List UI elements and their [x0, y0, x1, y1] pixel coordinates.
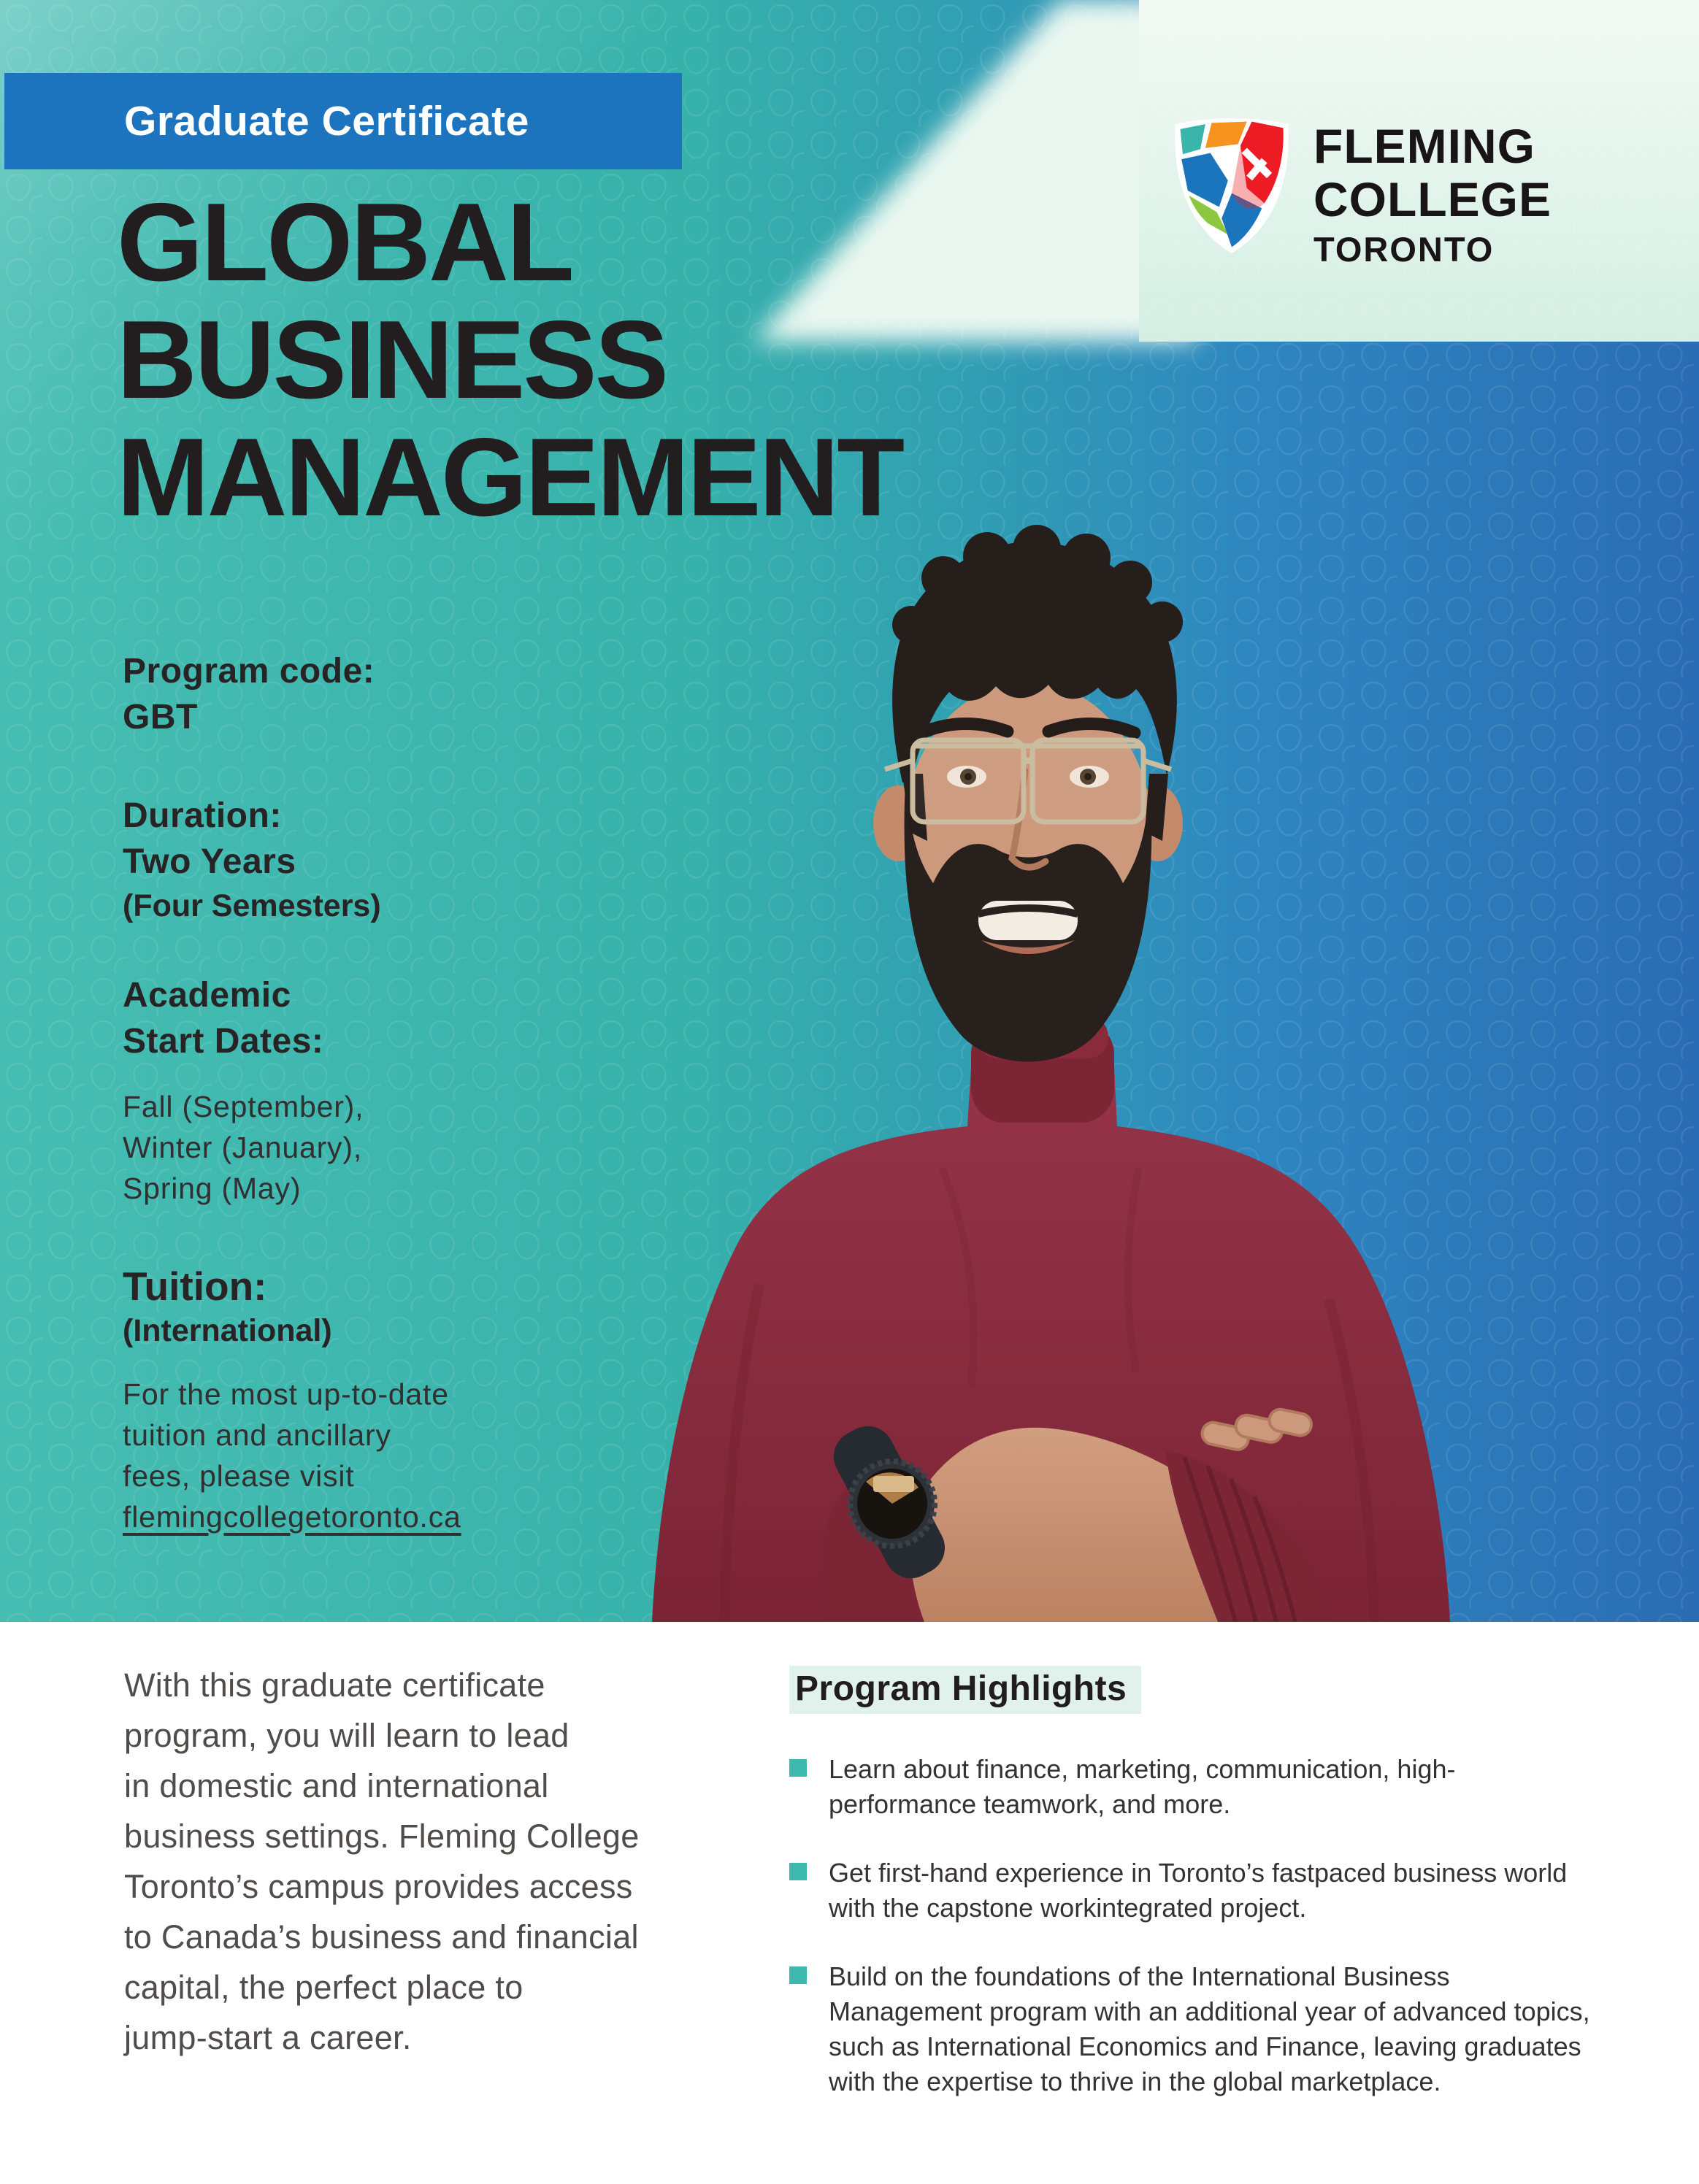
- highlight-item: [789, 1959, 1622, 2099]
- highlight-text: Get first-hand experience in Toronto’s fastpaced business world with the capstone workintegrated project.: [829, 1858, 1568, 1923]
- duration-value: Two Years: [123, 842, 296, 881]
- bullet-square-icon: [789, 1759, 807, 1777]
- start-dates-list: [123, 1086, 590, 1209]
- intro-line: Toronto’s campus provides access: [124, 1868, 633, 1905]
- intro-line: jump-start a career.: [124, 2019, 412, 2056]
- tuition-text-line1: For the most up-to-date: [123, 1377, 449, 1411]
- start-date-spring: Spring (May): [123, 1172, 302, 1205]
- bottom-section: [0, 1622, 1699, 2184]
- intro-line: to Canada’s business and financial: [124, 1918, 639, 1956]
- intro-paragraph: [124, 1660, 640, 2063]
- program-highlights: [789, 1666, 1622, 2133]
- bullet-square-icon: [789, 1966, 807, 1984]
- intro-line: capital, the perfect place to: [124, 1969, 523, 2006]
- tuition-text-line2: tuition and ancillary: [123, 1418, 391, 1452]
- fleming-shield-icon: [1169, 115, 1295, 258]
- highlight-item: [789, 1752, 1622, 1822]
- bullet-square-icon: [789, 1863, 807, 1880]
- page-title: [117, 180, 903, 539]
- title-line-1: GLOBAL: [117, 180, 572, 304]
- duration-note: (Four Semesters): [123, 888, 381, 923]
- graduate-certificate-banner: [4, 73, 682, 169]
- tuition-label: Tuition:: [123, 1264, 267, 1309]
- tuition-website-link[interactable]: flemingcollegetoronto.ca: [123, 1500, 461, 1534]
- intro-line: With this graduate certificate: [124, 1666, 545, 1704]
- logo-city: TORONTO: [1313, 230, 1495, 269]
- tuition-note: (International): [123, 1313, 332, 1348]
- logo-wordmark: [1313, 115, 1552, 273]
- program-highlights-heading: Program Highlights: [789, 1666, 1141, 1714]
- start-date-fall: Fall (September),: [123, 1090, 364, 1123]
- program-code-label: Program code:: [123, 652, 375, 691]
- intro-line: in domestic and international: [124, 1767, 549, 1804]
- intro-line: program, you will learn to lead: [124, 1717, 569, 1754]
- banner-label: Graduate Certificate: [124, 98, 529, 145]
- tuition-text: [123, 1374, 590, 1537]
- logo-name-line2: COLLEGE: [1313, 172, 1552, 226]
- tuition-text-line3: fees, please visit: [123, 1459, 355, 1493]
- fleming-college-logo: [1169, 115, 1552, 273]
- duration-label: Duration:: [123, 796, 282, 835]
- highlight-text: Learn about finance, marketing, communication, high-performance teamwork, and more.: [829, 1754, 1456, 1819]
- logo-name-line1: FLEMING: [1313, 119, 1535, 173]
- start-dates-label-line2: Start Dates:: [123, 1022, 324, 1061]
- highlight-text: Build on the foundations of the International Business Management program with an additional year of advanced topics, such as International Economics and Finance, leaving graduates with the expertise to thrive in the global marketplace.: [829, 1961, 1590, 2096]
- start-date-winter: Winter (January),: [123, 1131, 363, 1164]
- intro-line: business settings. Fleming College: [124, 1818, 640, 1855]
- program-info-panel: [123, 648, 590, 1537]
- highlight-item: [789, 1856, 1622, 1926]
- title-line-3: MANAGEMENT: [117, 415, 903, 539]
- highlights-list: [789, 1752, 1622, 2099]
- program-code-value: GBT: [123, 698, 198, 737]
- title-line-2: BUSINESS: [117, 298, 667, 422]
- start-dates-label-line1: Academic: [123, 976, 291, 1015]
